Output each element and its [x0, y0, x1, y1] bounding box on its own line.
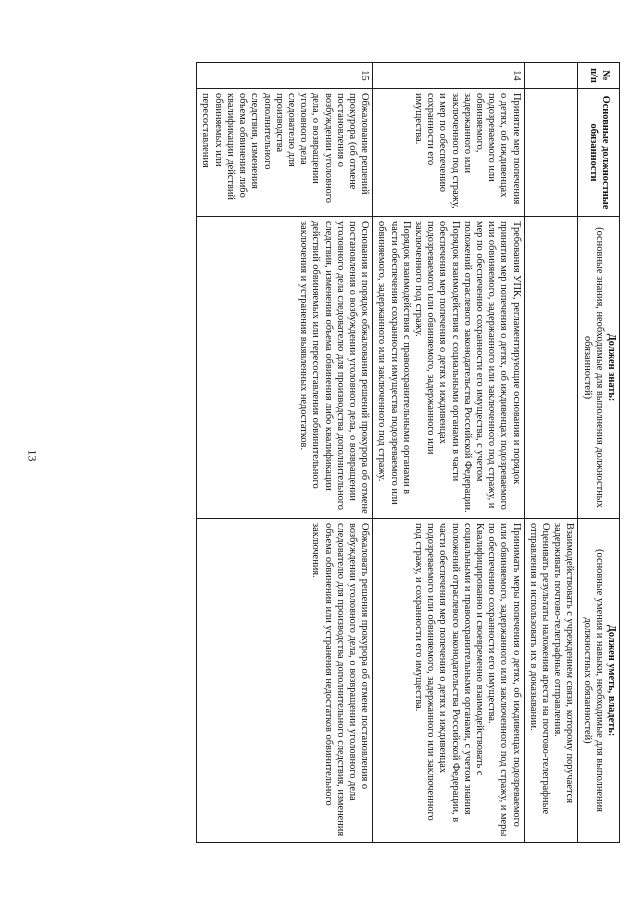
header-number: № п/п [578, 63, 620, 89]
header-skills-title: Должен уметь, владеть: [606, 624, 617, 737]
row-knowledge [197, 217, 373, 519]
row-number [524, 63, 578, 89]
table-row [373, 63, 524, 843]
header-knowledge-subtitle: (основные знания, необходимые для выполнения должностных обязанностей) [581, 227, 605, 508]
header-skills-subtitle: (основные умения и навыки, необходимые для выполнения должностных обязанностей) [581, 549, 605, 812]
table-row [197, 63, 373, 843]
row-skills [373, 519, 524, 843]
header-knowledge-title: Должен знать: [606, 333, 617, 402]
row-number: 14 [373, 63, 524, 89]
row-duty: Принятие мер попечения о детях, об иждивенцах подозреваемого или обвиняемого, задержанного или заключенного под стражу, и мер по обеспечению сохранности его имущества. [373, 89, 524, 217]
row-skills [524, 519, 578, 843]
skill-paragraph: Взаимодействовать с учреждением связи, которому поручается задерживать почтово-телеграфные отправления. [552, 523, 576, 804]
skill-paragraph: Оценивать результаты наложения ареста на почтово-телеграфные отправления и использовать их в доказывании. [527, 523, 551, 815]
competency-table [196, 62, 620, 843]
table-header-row [578, 63, 620, 843]
rotated-sheet [60, 62, 620, 842]
skill-paragraph: Квалифицированно и своевременно взаимодействовать с социальными и правоохранительными органами, с учетом знания положений отраслевого законодательства Российской Федерации, в части обеспечения мер попечения о детях и иждивенцах подозреваемого или обвиняемого, задержанного или заключенного под стражу, и сохранности его имущества. [412, 523, 485, 823]
knowledge-paragraph: Порядок взаимодействия с социальными органами в части обеспечения мер попечения о детях и иждивенцах подозреваемого или обвиняемого, задержанного или заключенного под стражу. [412, 221, 461, 482]
row-knowledge [373, 217, 524, 519]
header-knowledge [578, 217, 620, 519]
page-number: 13 [25, 449, 40, 462]
row-knowledge [524, 217, 578, 519]
knowledge-paragraph: Порядок взаимодействия с правоохранительными органами в части обеспечения сохранности имущества подозреваемого или обвиняемого, задержанного или заключенного под стражу. [376, 221, 412, 505]
header-skills [578, 519, 620, 843]
table-row [524, 63, 578, 843]
skill-paragraph: Принимать меры попечения о детях, об иждивенцах подозреваемого или обвиняемого, задержанного или заключенного под стражу, и меры по обеспечению сохранности его имущества. [486, 523, 522, 837]
knowledge-paragraph: Требования УПК, регламентирующие основания и порядок принятия мер попечения о детях, об иждивенцах подозреваемого или обвиняемого, задержанного или заключенного под стражу, и мер по обеспечению сохранности его имущества, с учетом положений отраслевого законодательства Российской Федерации. [461, 221, 522, 513]
row-skills [197, 519, 373, 843]
row-duty [524, 89, 578, 217]
knowledge-paragraph: Основания и порядок обжалования решений прокурора об отмене постановления о возбуждении уголовного дела, о возвращении уголовного дела следователю для производства дополнительного следствия, изменения объема обвинения либо квалификации действий обвиняемых или пересоставления обвинительного заключения и устранения выявленных недостатков. [298, 221, 371, 514]
row-number: 15 [197, 63, 373, 89]
row-duty: Обжалование решений прокурора (об отмене постановления о возбуждении уголовного дела, о возвращении уголовного дела следователю для производства дополнительного следствия, изменения объема обвинения либо квалификации действий обвиняемых или пересоставления [197, 89, 373, 217]
header-duties: Основные должностные обязанности [578, 89, 620, 217]
skill-paragraph: Обжаловать решения прокурора об отмене постановления о возбуждении уголовного дела, о возвращении уголовного дела следователю для производства дополнительного следствия, изменения объема обвинения или устранения недостатков обвинительного заключения. [310, 523, 371, 837]
